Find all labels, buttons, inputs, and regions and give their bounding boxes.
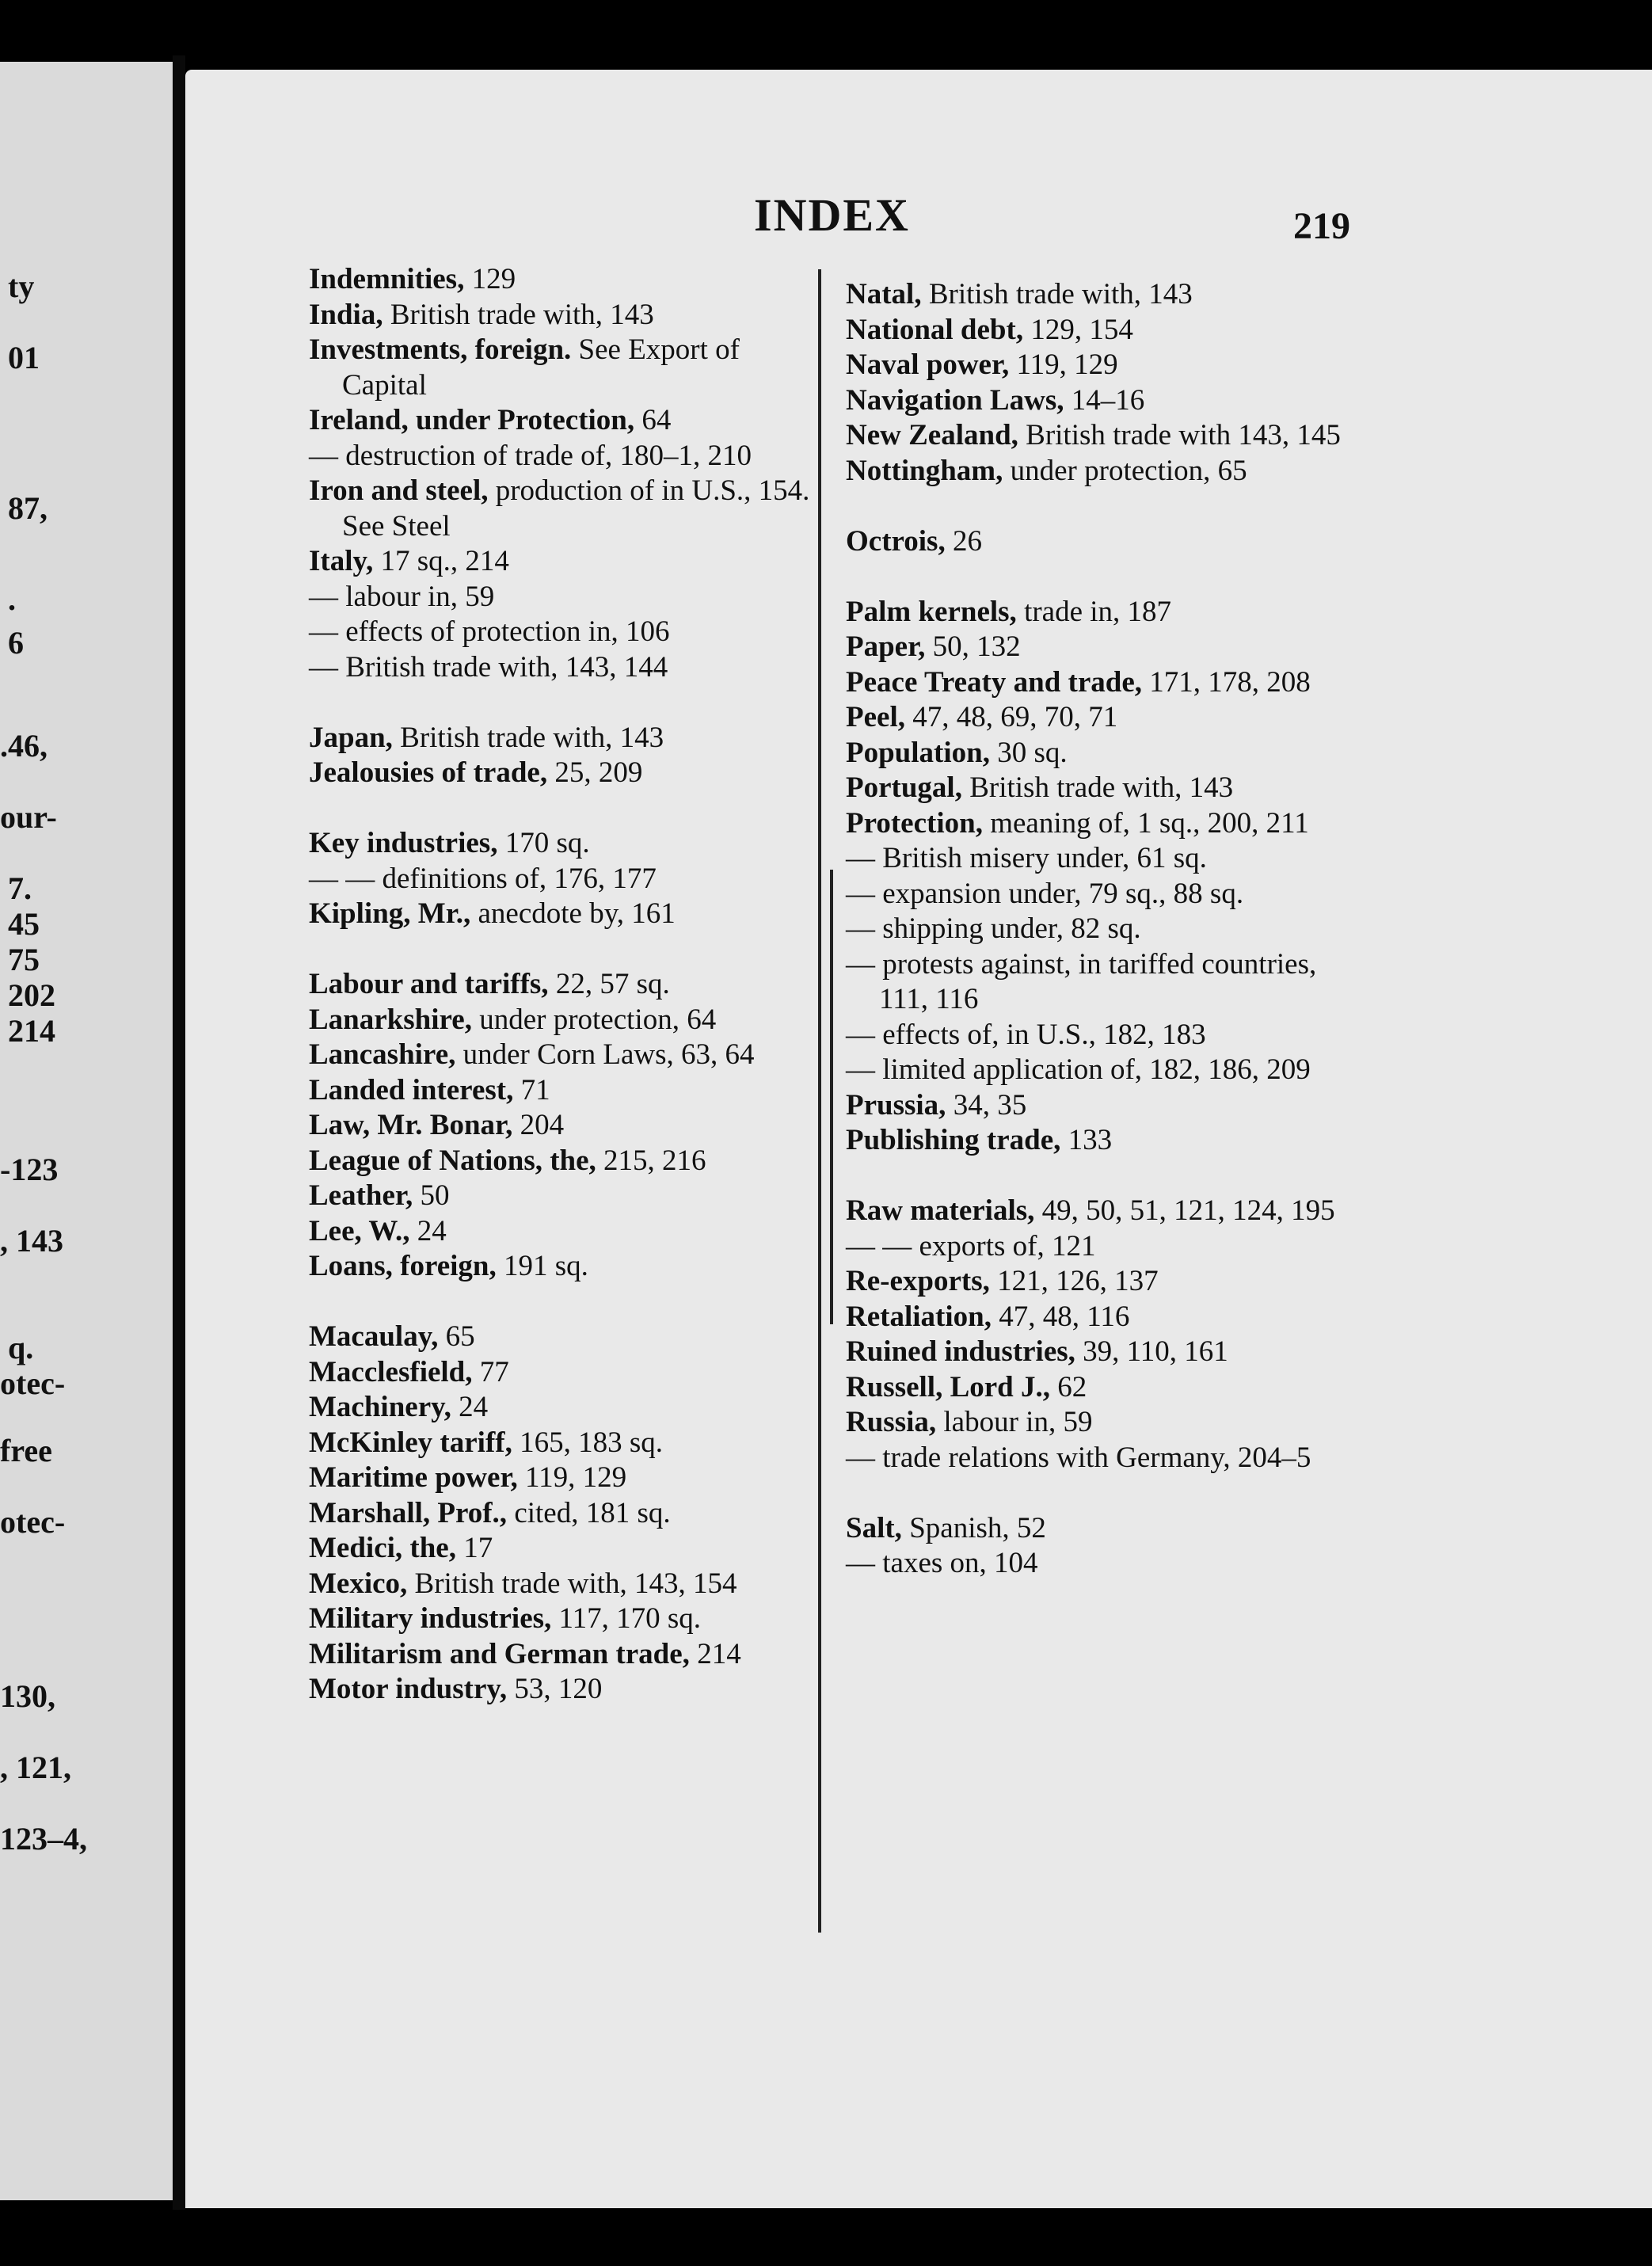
index-entry-heading: Loans, foreign, <box>309 1250 497 1282</box>
index-entry <box>846 947 1368 1018</box>
index-entry-references: 65 <box>438 1320 475 1353</box>
index-entry-heading: Military industries, <box>309 1602 552 1635</box>
index-entry <box>309 721 816 756</box>
index-entry-references: 121, 126, 137 <box>989 1265 1159 1297</box>
index-entry-heading: Prussia, <box>846 1088 946 1122</box>
index-entry-references: production of in U.S., 154. See Steel <box>342 474 810 543</box>
section-gap <box>309 685 816 721</box>
section-gap <box>846 559 1368 595</box>
index-entry-references: 119, 129 <box>1009 348 1118 381</box>
previous-page-text-fragment: free <box>0 1433 52 1468</box>
index-entry-heading: Naval power, <box>846 348 1010 381</box>
index-entry <box>309 650 816 686</box>
index-entry-heading: McKinley tariff, <box>309 1426 512 1459</box>
page-gutter <box>173 55 185 2210</box>
index-entry-heading: Octrois, <box>846 524 946 558</box>
index-entry-references: — British trade with, 143, 144 <box>309 650 668 684</box>
index-entry-heading: Protection, <box>846 806 983 840</box>
index-entry <box>309 1144 816 1179</box>
index-entry-references: 165, 183 sq. <box>512 1426 664 1459</box>
index-entry-references: — destruction of trade of, 180–1, 210 <box>309 439 752 472</box>
index-entry <box>846 1264 1368 1300</box>
index-entry <box>309 615 816 650</box>
index-entry-heading: New Zealand, <box>846 419 1018 451</box>
section-gap <box>309 791 816 827</box>
previous-page-text-fragment: 01 <box>8 340 40 375</box>
index-entry-references: 170 sq. <box>497 827 590 859</box>
index-entry <box>846 418 1368 454</box>
previous-page-text-fragment: , 121, <box>0 1750 71 1785</box>
index-entry-heading: Lanarkshire, <box>309 1003 472 1036</box>
index-entry-heading: Kipling, Mr., <box>309 897 471 930</box>
index-entry <box>309 967 816 1003</box>
index-entry <box>309 1601 816 1637</box>
index-entry <box>846 1335 1368 1370</box>
index-entry <box>309 1108 816 1144</box>
index-entry <box>846 1123 1368 1159</box>
index-entry-references: 50, 132 <box>925 630 1021 663</box>
index-entry-references: labour in, 59 <box>936 1406 1093 1438</box>
index-entry <box>846 1018 1368 1053</box>
index-entry-heading: Nottingham, <box>846 454 1003 487</box>
index-entry-references: — protests against, in tariffed countries, 111, 116 <box>846 947 1317 1015</box>
index-entry-heading: Ireland, under Protection, <box>309 404 635 436</box>
index-entry <box>846 1370 1368 1406</box>
index-entry <box>846 1441 1368 1476</box>
previous-page-text-fragment: 130, <box>0 1678 55 1714</box>
index-entry-references: — — exports of, 121 <box>846 1229 1096 1262</box>
index-entry-heading: National debt, <box>846 313 1024 346</box>
index-entry-references: meaning of, 1 sq., 200, 211 <box>982 806 1309 840</box>
index-entry-heading: Marshall, Prof., <box>309 1496 508 1529</box>
index-column-left <box>309 262 816 1708</box>
index-entry-references: — trade relations with Germany, 204–5 <box>846 1441 1311 1474</box>
index-entry-heading: Russell, Lord J., <box>846 1370 1051 1403</box>
index-entry-references: under protection, 65 <box>1003 454 1247 487</box>
index-entry-heading: Publishing trade, <box>846 1124 1061 1156</box>
index-entry <box>846 665 1368 701</box>
previous-page-text-fragment: otec- <box>0 1365 66 1401</box>
index-entry-references: British trade with, 143 <box>392 721 664 754</box>
previous-page-text-fragment: 123–4, <box>0 1821 87 1857</box>
index-entry-references: 191 sq. <box>496 1250 588 1282</box>
index-entry-heading: Raw materials, <box>846 1194 1035 1227</box>
index-entry-references: 53, 120 <box>507 1673 603 1705</box>
previous-page-text-fragment: 87, <box>8 490 48 526</box>
index-entry-heading: Salt, <box>846 1511 902 1544</box>
index-entry-references: — effects of protection in, 106 <box>309 615 670 648</box>
previous-page-text-fragment: 7. <box>8 870 32 906</box>
index-entry-references: British trade with, 143 <box>921 278 1193 310</box>
index-entry-references: 39, 110, 161 <box>1075 1335 1228 1368</box>
index-entry-references: anecdote by, 161 <box>470 897 676 930</box>
index-entry-references: 30 sq. <box>989 736 1068 769</box>
index-entry-references: under protection, 64 <box>471 1003 717 1036</box>
index-entry <box>309 1355 816 1391</box>
index-entry-heading: Iron and steel, <box>309 474 489 507</box>
previous-page-text-fragment: 75 <box>8 942 40 977</box>
index-entry-references: 49, 50, 51, 121, 124, 195 <box>1034 1194 1335 1227</box>
index-entry-heading: Macaulay, <box>309 1320 439 1353</box>
previous-page-text-fragment: our- <box>0 799 57 835</box>
index-entry <box>309 474 816 544</box>
index-entry <box>846 1088 1368 1124</box>
index-entry-heading: Key industries, <box>309 827 498 859</box>
index-entry-references: cited, 181 sq. <box>507 1496 671 1529</box>
index-entry-references: 133 <box>1060 1124 1113 1156</box>
index-entry <box>309 544 816 580</box>
index-entry <box>309 1531 816 1567</box>
index-entry <box>309 1461 816 1496</box>
index-entry-references: 14–16 <box>1064 383 1145 417</box>
index-entry-heading: Palm kernels, <box>846 595 1017 628</box>
index-entry <box>309 897 816 932</box>
index-entry <box>309 1567 816 1602</box>
index-entry-references: — effects of, in U.S., 182, 183 <box>846 1018 1206 1051</box>
index-entry-heading: Macclesfield, <box>309 1355 473 1388</box>
index-entry <box>846 912 1368 947</box>
index-entry-heading: Medici, the, <box>309 1532 456 1564</box>
previous-page-text-fragment: otec- <box>0 1504 66 1540</box>
index-entry <box>846 771 1368 806</box>
index-entry-references: 25, 209 <box>547 756 643 789</box>
index-entry-references: — British misery under, 61 sq. <box>846 842 1207 874</box>
index-entry <box>846 736 1368 771</box>
index-entry <box>846 1546 1368 1582</box>
section-gap <box>846 489 1368 524</box>
index-entry <box>846 277 1368 313</box>
index-entry-heading: Law, Mr. Bonar, <box>309 1109 513 1141</box>
index-entry-references: under Corn Laws, 63, 64 <box>455 1038 755 1071</box>
index-entry <box>846 806 1368 842</box>
index-entry-heading: Navigation Laws, <box>846 383 1064 417</box>
index-entry-references: — labour in, 59 <box>309 580 495 613</box>
index-entry <box>846 1300 1368 1335</box>
previous-page-text-fragment: , 143 <box>0 1223 63 1259</box>
index-entry-heading: Labour and tariffs, <box>309 968 549 1000</box>
index-entry-heading: Paper, <box>846 630 926 663</box>
index-entry-references: — shipping under, 82 sq. <box>846 912 1141 945</box>
section-gap <box>309 932 816 968</box>
index-entry-heading: Motor industry, <box>309 1673 508 1705</box>
previous-page-text-fragment: . <box>8 581 16 617</box>
index-entry-heading: League of Nations, the, <box>309 1144 596 1177</box>
index-entry-references: 24 <box>451 1391 489 1423</box>
index-entry-heading: Ruined industries, <box>846 1335 1075 1368</box>
index-entry-references: 171, 178, 208 <box>1142 665 1311 699</box>
index-entry <box>846 700 1368 736</box>
index-entry <box>309 1672 816 1708</box>
index-entry-references: British trade with 143, 145 <box>1018 419 1341 451</box>
index-entry-references: 62 <box>1050 1370 1087 1403</box>
index-entry <box>309 1214 816 1250</box>
index-entry <box>846 524 1368 560</box>
index-entry-references: 214 <box>689 1637 741 1670</box>
index-entry-heading: Investments, foreign. <box>309 333 572 366</box>
index-entry <box>846 1229 1368 1265</box>
index-entry-heading: Peel, <box>846 701 905 733</box>
index-entry-heading: Retaliation, <box>846 1300 992 1333</box>
previous-page-text-fragment: 45 <box>8 906 40 942</box>
index-entry <box>309 1249 816 1285</box>
index-entry <box>309 580 816 615</box>
previous-page-text-fragment: 202 <box>8 977 55 1013</box>
index-entry-references: 71 <box>513 1073 550 1106</box>
index-entry-heading: Indemnities, <box>309 263 465 295</box>
index-entry <box>309 1038 816 1073</box>
index-entry-heading: India, <box>309 298 383 331</box>
index-entry-references: 34, 35 <box>946 1088 1027 1122</box>
index-entry <box>309 1179 816 1214</box>
index-entry <box>846 1194 1368 1229</box>
index-entry-heading: Italy, <box>309 545 374 577</box>
index-entry-references: 129 <box>464 263 516 295</box>
index-entry-references: British trade with, 143 <box>961 771 1234 804</box>
index-entry <box>309 1003 816 1038</box>
index-entry <box>846 1511 1368 1547</box>
index-entry <box>309 1390 816 1426</box>
index-entry <box>309 1496 816 1532</box>
index-entry-heading: Re-exports, <box>846 1265 990 1297</box>
column-divider <box>818 269 821 1933</box>
previous-page-text-fragment: ty <box>8 268 35 304</box>
index-entry <box>309 826 816 862</box>
index-entry-references: — limited application of, 182, 186, 209 <box>846 1053 1311 1086</box>
index-entry-heading: Japan, <box>309 721 393 754</box>
index-column-right <box>846 277 1368 1582</box>
index-entry-references: 77 <box>472 1355 509 1388</box>
index-entry-heading: Mexico, <box>309 1567 408 1600</box>
index-entry-references: 50 <box>413 1179 450 1212</box>
index-entry-heading: Natal, <box>846 278 922 310</box>
section-gap <box>846 1159 1368 1194</box>
index-entry-heading: Maritime power, <box>309 1461 518 1494</box>
index-entry <box>846 1405 1368 1441</box>
index-entry <box>309 1320 816 1355</box>
previous-page <box>0 62 173 2200</box>
index-entry-heading: Population, <box>846 736 990 769</box>
index-entry-heading: Jealousies of trade, <box>309 756 548 789</box>
index-entry-heading: Lee, W., <box>309 1214 410 1247</box>
index-entry-references: 22, 57 sq. <box>548 968 670 1000</box>
index-entry-references: 47, 48, 116 <box>991 1300 1130 1333</box>
index-entry <box>846 1053 1368 1088</box>
index-entry-references: Spanish, 52 <box>901 1511 1046 1544</box>
index-entry-references: — taxes on, 104 <box>846 1547 1038 1579</box>
index-entry-references: See Export of Capital <box>342 333 740 402</box>
index-entry-references: 117, 170 sq. <box>551 1602 702 1635</box>
index-entry <box>309 756 816 791</box>
page-title: INDEX <box>754 189 910 241</box>
previous-page-text-fragment: .46, <box>0 728 48 764</box>
previous-page-text-fragment: q. <box>8 1330 34 1365</box>
index-entry-heading: Militarism and German trade, <box>309 1637 690 1670</box>
index-entry-references: British trade with, 143, 154 <box>407 1567 737 1600</box>
index-entry-references: trade in, 187 <box>1016 595 1172 628</box>
index-entry <box>309 1637 816 1673</box>
index-entry <box>846 454 1368 489</box>
previous-page-text-fragment: 214 <box>8 1013 55 1049</box>
index-entry <box>309 439 816 474</box>
index-entry <box>846 841 1368 877</box>
index-entry <box>846 595 1368 630</box>
index-entry-heading: Leather, <box>309 1179 413 1212</box>
index-entry <box>309 403 816 439</box>
index-entry-references: 17 <box>455 1532 493 1564</box>
index-entry <box>846 630 1368 665</box>
index-entry-heading: Landed interest, <box>309 1073 514 1106</box>
previous-page-text-fragment: -123 <box>0 1152 59 1187</box>
index-entry <box>846 383 1368 419</box>
index-entry <box>309 262 816 298</box>
index-entry-references: — expansion under, 79 sq., 88 sq. <box>846 877 1244 910</box>
index-entry-heading: Russia, <box>846 1406 937 1438</box>
index-entry <box>309 1426 816 1461</box>
index-entry-references: 215, 216 <box>596 1144 706 1177</box>
section-gap <box>309 1285 816 1320</box>
index-entry-heading: Portugal, <box>846 771 962 804</box>
previous-page-text-fragment: 6 <box>8 625 24 661</box>
index-entry-references: 204 <box>512 1109 565 1141</box>
index-entry-references: 26 <box>945 524 982 558</box>
index-entry <box>846 877 1368 912</box>
index-entry-references: 24 <box>409 1214 447 1247</box>
index-entry-references: 119, 129 <box>517 1461 627 1494</box>
index-entry <box>309 333 816 403</box>
index-entry-heading: Lancashire, <box>309 1038 456 1071</box>
index-entry <box>309 862 816 897</box>
index-entry <box>309 1073 816 1109</box>
index-entry-references: British trade with, 143 <box>383 298 654 331</box>
index-entry-references: 129, 154 <box>1023 313 1133 346</box>
index-entry-heading: Peace Treaty and trade, <box>846 665 1143 699</box>
page-number: 219 <box>1293 205 1350 247</box>
index-entry-references: — — definitions of, 176, 177 <box>309 862 657 895</box>
index-entry <box>846 313 1368 348</box>
index-entry-references: 64 <box>634 404 672 436</box>
index-entry <box>846 348 1368 383</box>
index-entry <box>309 298 816 333</box>
index-entry-references: 47, 48, 69, 70, 71 <box>904 701 1118 733</box>
index-entry-heading: Machinery, <box>309 1391 451 1423</box>
section-gap <box>846 1476 1368 1511</box>
index-entry-references: 17 sq., 214 <box>373 545 509 577</box>
